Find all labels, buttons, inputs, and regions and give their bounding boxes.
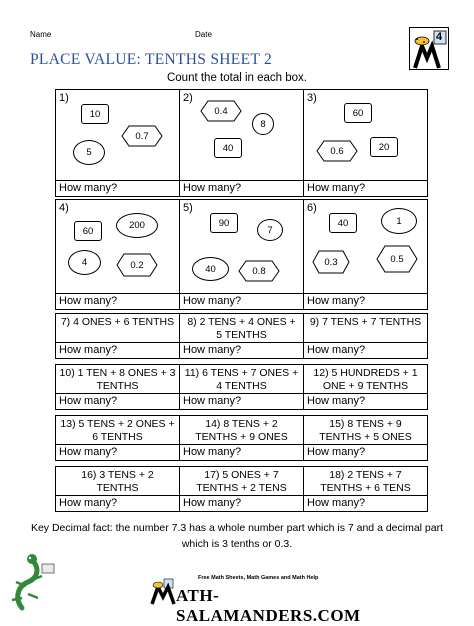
number-tile-hex: 0.8 xyxy=(238,260,280,282)
key-fact xyxy=(0,520,474,552)
answer-cell[interactable]: How many? xyxy=(180,343,304,359)
shape-box-6 xyxy=(304,200,428,294)
word-problem-10: 10) 1 TEN + 8 ONES + 3 TENTHS xyxy=(56,365,180,394)
word-problems-row-4 xyxy=(55,466,428,512)
number-tile-oval: 7 xyxy=(257,219,283,241)
box-label: 6) xyxy=(307,202,317,214)
box-label: 1) xyxy=(59,92,69,104)
grade-logo xyxy=(409,27,449,70)
answer-cell[interactable]: How many? xyxy=(180,496,304,512)
box-label: 5) xyxy=(183,202,193,214)
answer-cell[interactable]: How many? xyxy=(304,496,428,512)
number-tile-rect: 60 xyxy=(344,103,372,123)
word-problems-row-2 xyxy=(55,364,428,410)
answer-cell[interactable]: How many? xyxy=(304,294,428,310)
answer-cell[interactable]: How many? xyxy=(56,496,180,512)
grade-badge: 4 xyxy=(436,31,443,43)
key-fact-line-1: Key Decimal fact: the number 7.3 has a whole number part which is 7 and a decimal part xyxy=(30,522,444,534)
salamander-logo-icon xyxy=(410,28,450,71)
shape-boxes-row-1 xyxy=(55,89,428,197)
name-label: Name xyxy=(30,30,52,39)
word-problems-row-1 xyxy=(55,313,428,359)
number-tile-rect: 20 xyxy=(370,137,398,157)
shape-box-1 xyxy=(56,90,180,181)
number-tile-rect: 60 xyxy=(74,221,102,241)
number-tile-hex: 0.3 xyxy=(312,250,350,274)
key-fact-line-2: which is 3 tenths or 0.3. xyxy=(181,538,293,550)
salamander-mascot-icon xyxy=(8,552,63,610)
shape-box-2 xyxy=(180,90,304,181)
answer-cell[interactable]: How many? xyxy=(180,181,304,197)
box-label: 4) xyxy=(59,202,69,214)
answer-cell[interactable]: How many? xyxy=(180,394,304,410)
number-tile-oval: 40 xyxy=(192,257,229,281)
answer-cell[interactable]: How many? xyxy=(56,294,180,310)
answer-cell[interactable]: How many? xyxy=(304,181,428,197)
answer-cell[interactable]: How many? xyxy=(56,181,180,197)
box-label: 3) xyxy=(307,92,317,104)
number-tile-hex: 0.5 xyxy=(376,245,418,273)
word-problem-14: 14) 8 TENS + 2 TENTHS + 9 ONES xyxy=(180,416,304,445)
answer-cell[interactable]: How many? xyxy=(304,394,428,410)
answer-cell[interactable]: How many? xyxy=(56,394,180,410)
answer-cell[interactable]: How many? xyxy=(180,294,304,310)
word-problems-row-3 xyxy=(55,415,428,461)
shape-boxes-row-2 xyxy=(55,199,428,310)
number-tile-oval: 8 xyxy=(252,113,274,135)
word-problem-9: 9) 7 TENS + 7 TENTHS xyxy=(304,314,428,343)
number-tile-oval: 5 xyxy=(73,140,105,165)
answer-cell[interactable]: How many? xyxy=(180,445,304,461)
word-problem-17: 17) 5 ONES + 7 TENTHS + 2 TENS xyxy=(180,467,304,496)
number-tile-rect: 40 xyxy=(214,138,242,158)
number-tile-rect: 90 xyxy=(210,213,238,233)
salamander-logo-icon xyxy=(150,579,176,605)
number-tile-oval: 200 xyxy=(116,213,158,238)
number-tile-rect: 10 xyxy=(81,104,109,124)
box-label: 2) xyxy=(183,92,193,104)
number-tile-rect: 40 xyxy=(329,213,357,233)
shape-box-4 xyxy=(56,200,180,294)
instruction-text: Count the total in each box. xyxy=(166,72,307,84)
number-tile-oval: 4 xyxy=(68,250,101,275)
answer-cell[interactable]: How many? xyxy=(304,445,428,461)
shape-box-3 xyxy=(304,90,428,181)
number-tile-hex: 0.4 xyxy=(200,100,242,122)
answer-cell[interactable]: How many? xyxy=(56,343,180,359)
shape-box-5 xyxy=(180,200,304,294)
word-problem-12: 12) 5 HUNDREDS + 1 ONE + 9 TENTHS xyxy=(304,365,428,394)
footer-brand-name[interactable]: ATH-SALAMANDERS.COM xyxy=(176,586,361,625)
word-problem-16: 16) 3 TENS + 2 TENTHS xyxy=(56,467,180,496)
answer-cell[interactable]: How many? xyxy=(56,445,180,461)
answer-cell[interactable]: How many? xyxy=(304,343,428,359)
footer-brand-block xyxy=(150,573,361,625)
word-problem-15: 15) 8 TENS + 9 TENTHS + 5 ONES xyxy=(304,416,428,445)
number-tile-hex: 0.6 xyxy=(316,140,358,162)
number-tile-hex: 0.2 xyxy=(116,253,158,277)
word-problem-11: 11) 6 TENS + 7 ONES + 4 TENTHS xyxy=(180,365,304,394)
word-problem-13: 13) 5 TENS + 2 ONES + 6 TENTHS xyxy=(56,416,180,445)
word-problem-8: 8) 2 TENS + 4 ONES + 5 TENTHS xyxy=(180,314,304,343)
number-tile-hex: 0.7 xyxy=(121,125,163,147)
date-label: Date xyxy=(195,30,212,39)
page-title: PLACE VALUE: TENTHS SHEET 2 xyxy=(30,51,273,68)
number-tile-oval: 1 xyxy=(381,208,417,234)
word-problem-7: 7) 4 ONES + 6 TENTHS xyxy=(56,314,180,343)
footer-tagline: Free Math Sheets, Math Games and Math Help xyxy=(198,575,319,581)
word-problem-18: 18) 2 TENS + 7 TENTHS + 6 TENS xyxy=(304,467,428,496)
